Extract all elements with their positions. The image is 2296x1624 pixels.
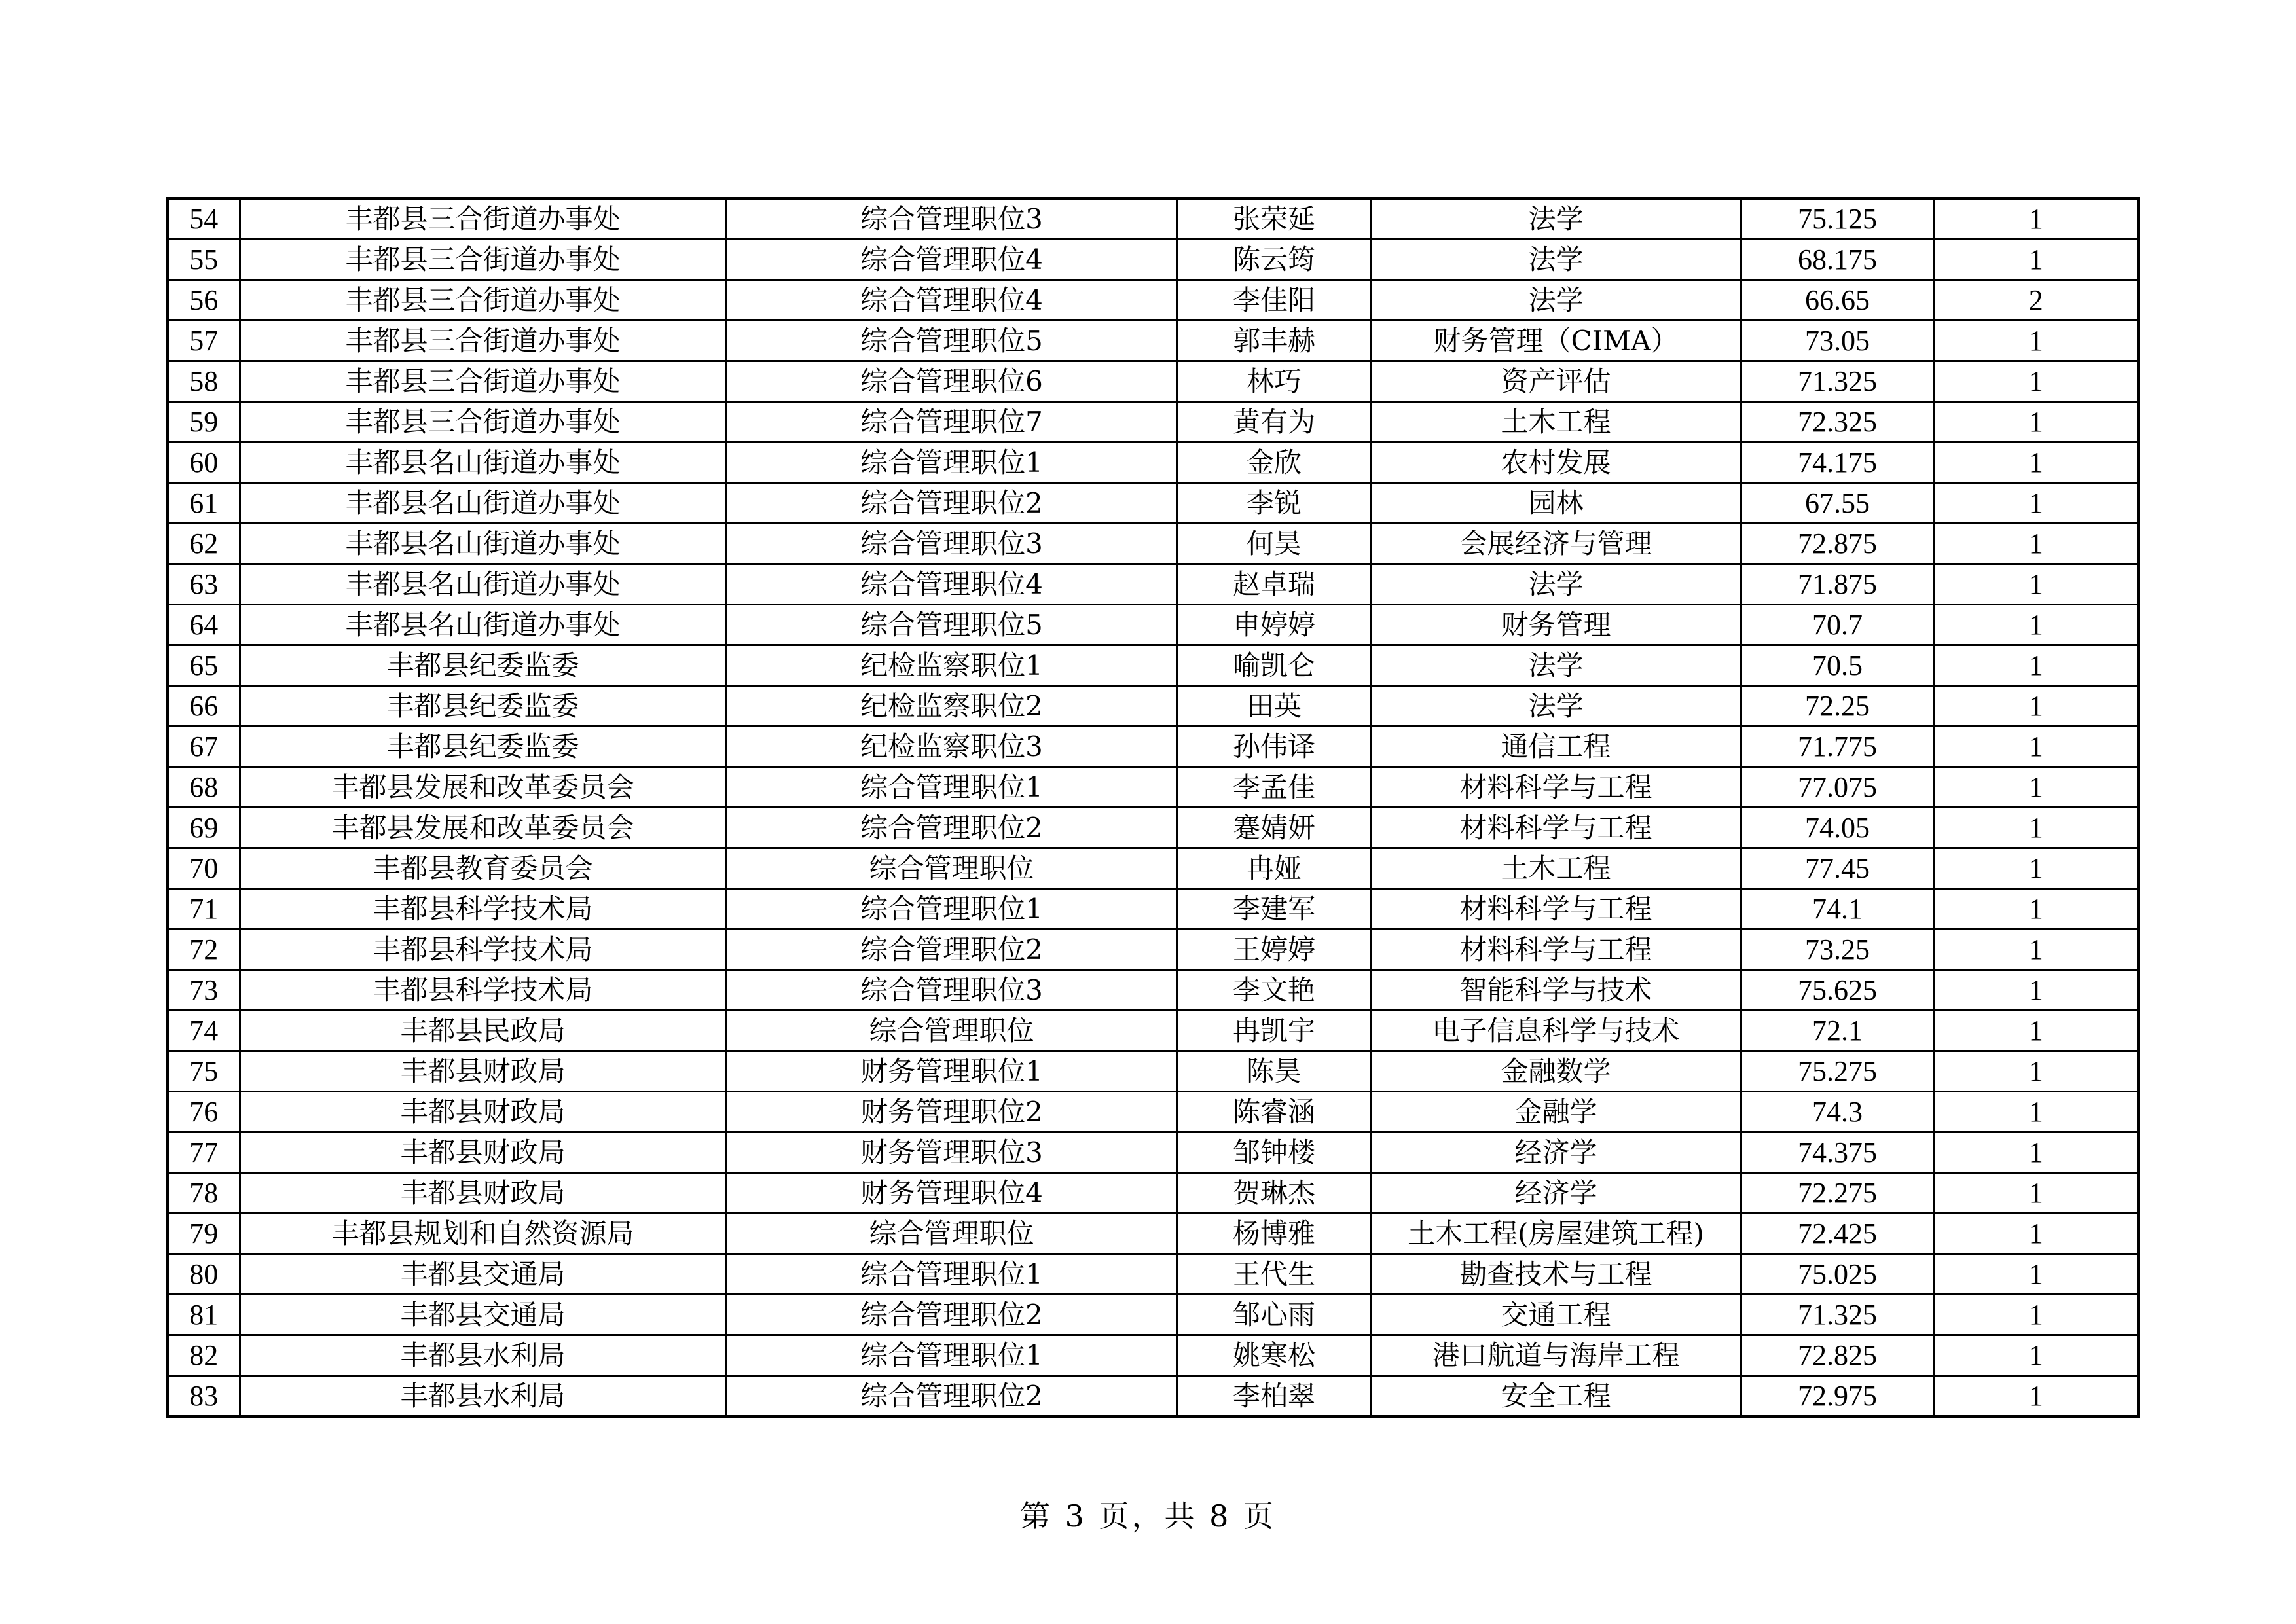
major-cell: 金融数学 <box>1371 1051 1741 1092</box>
row-number-cell: 75 <box>168 1051 240 1092</box>
candidate-name-cell: 孙伟译 <box>1177 727 1371 767</box>
table-row <box>168 889 2138 929</box>
score-cell: 75.275 <box>1741 1051 1934 1092</box>
score-cell: 71.875 <box>1741 564 1934 605</box>
candidate-name-cell: 金欣 <box>1177 442 1371 483</box>
candidate-name-cell: 王代生 <box>1177 1254 1371 1295</box>
unit-cell: 丰都县三合街道办事处 <box>240 280 726 321</box>
unit-cell: 丰都县名山街道办事处 <box>240 524 726 564</box>
table-row <box>168 1011 2138 1051</box>
score-cell: 72.1 <box>1741 1011 1934 1051</box>
rank-cell: 1 <box>1934 1051 2138 1092</box>
position-cell: 综合管理职位2 <box>726 929 1177 970</box>
table-row <box>168 483 2138 524</box>
candidate-name-cell: 喻凯仑 <box>1177 645 1371 686</box>
rank-cell: 1 <box>1934 361 2138 402</box>
major-cell: 法学 <box>1371 280 1741 321</box>
score-cell: 74.05 <box>1741 808 1934 848</box>
score-cell: 72.275 <box>1741 1173 1934 1214</box>
candidate-name-cell: 郭丰赫 <box>1177 321 1371 361</box>
table-row <box>168 686 2138 727</box>
table-row <box>168 1173 2138 1214</box>
row-number-cell: 63 <box>168 564 240 605</box>
row-number-cell: 65 <box>168 645 240 686</box>
score-cell: 75.125 <box>1741 198 1934 240</box>
candidate-table <box>166 197 2140 1418</box>
row-number-cell: 81 <box>168 1295 240 1335</box>
position-cell: 综合管理职位4 <box>726 280 1177 321</box>
score-cell: 77.075 <box>1741 767 1934 808</box>
row-number-cell: 83 <box>168 1376 240 1417</box>
rank-cell: 1 <box>1934 686 2138 727</box>
row-number-cell: 80 <box>168 1254 240 1295</box>
candidate-name-cell: 杨博雅 <box>1177 1214 1371 1254</box>
unit-cell: 丰都县三合街道办事处 <box>240 402 726 442</box>
unit-cell: 丰都县财政局 <box>240 1132 726 1173</box>
unit-cell: 丰都县名山街道办事处 <box>240 605 726 645</box>
rank-cell: 1 <box>1934 605 2138 645</box>
table-row <box>168 1092 2138 1132</box>
page-footer: 第 3 页，共 8 页 <box>1019 1498 1277 1534</box>
score-cell: 66.65 <box>1741 280 1934 321</box>
candidate-name-cell: 李文艳 <box>1177 970 1371 1011</box>
unit-cell: 丰都县名山街道办事处 <box>240 483 726 524</box>
score-cell: 72.825 <box>1741 1335 1934 1376</box>
unit-cell: 丰都县科学技术局 <box>240 970 726 1011</box>
position-cell: 综合管理职位4 <box>726 564 1177 605</box>
score-cell: 71.325 <box>1741 361 1934 402</box>
score-cell: 70.5 <box>1741 645 1934 686</box>
position-cell: 综合管理职位3 <box>726 198 1177 240</box>
major-cell: 港口航道与海岸工程 <box>1371 1335 1741 1376</box>
table-row <box>168 1214 2138 1254</box>
rank-cell: 1 <box>1934 1254 2138 1295</box>
candidate-name-cell: 邹钟楼 <box>1177 1132 1371 1173</box>
major-cell: 电子信息科学与技术 <box>1371 1011 1741 1051</box>
row-number-cell: 66 <box>168 686 240 727</box>
unit-cell: 丰都县水利局 <box>240 1376 726 1417</box>
candidate-name-cell: 黄有为 <box>1177 402 1371 442</box>
candidate-name-cell: 张荣延 <box>1177 198 1371 240</box>
row-number-cell: 56 <box>168 280 240 321</box>
row-number-cell: 72 <box>168 929 240 970</box>
score-cell: 74.375 <box>1741 1132 1934 1173</box>
candidate-name-cell: 陈昊 <box>1177 1051 1371 1092</box>
unit-cell: 丰都县民政局 <box>240 1011 726 1051</box>
unit-cell: 丰都县交通局 <box>240 1254 726 1295</box>
major-cell: 园林 <box>1371 483 1741 524</box>
table-row <box>168 1132 2138 1173</box>
table-row <box>168 1051 2138 1092</box>
table-row <box>168 524 2138 564</box>
unit-cell: 丰都县纪委监委 <box>240 727 726 767</box>
row-number-cell: 76 <box>168 1092 240 1132</box>
rank-cell: 1 <box>1934 929 2138 970</box>
row-number-cell: 54 <box>168 198 240 240</box>
rank-cell: 1 <box>1934 1092 2138 1132</box>
candidate-name-cell: 林巧 <box>1177 361 1371 402</box>
major-cell: 财务管理 <box>1371 605 1741 645</box>
major-cell: 土木工程 <box>1371 402 1741 442</box>
candidate-name-cell: 邹心雨 <box>1177 1295 1371 1335</box>
row-number-cell: 67 <box>168 727 240 767</box>
table-row <box>168 280 2138 321</box>
rank-cell: 2 <box>1934 280 2138 321</box>
rank-cell: 1 <box>1934 1335 2138 1376</box>
row-number-cell: 77 <box>168 1132 240 1173</box>
unit-cell: 丰都县名山街道办事处 <box>240 442 726 483</box>
candidate-name-cell: 冉娅 <box>1177 848 1371 889</box>
score-cell: 77.45 <box>1741 848 1934 889</box>
candidate-name-cell: 蹇婧妍 <box>1177 808 1371 848</box>
row-number-cell: 79 <box>168 1214 240 1254</box>
table-row <box>168 321 2138 361</box>
score-cell: 74.1 <box>1741 889 1934 929</box>
rank-cell: 1 <box>1934 321 2138 361</box>
candidate-name-cell: 姚寒松 <box>1177 1335 1371 1376</box>
unit-cell: 丰都县名山街道办事处 <box>240 564 726 605</box>
row-number-cell: 61 <box>168 483 240 524</box>
row-number-cell: 58 <box>168 361 240 402</box>
major-cell: 法学 <box>1371 198 1741 240</box>
position-cell: 综合管理职位 <box>726 848 1177 889</box>
position-cell: 综合管理职位1 <box>726 1254 1177 1295</box>
major-cell: 法学 <box>1371 686 1741 727</box>
candidate-name-cell: 赵卓瑞 <box>1177 564 1371 605</box>
rank-cell: 1 <box>1934 402 2138 442</box>
table-row <box>168 970 2138 1011</box>
position-cell: 综合管理职位7 <box>726 402 1177 442</box>
score-cell: 73.25 <box>1741 929 1934 970</box>
major-cell: 法学 <box>1371 240 1741 280</box>
score-cell: 68.175 <box>1741 240 1934 280</box>
table-row <box>168 1254 2138 1295</box>
row-number-cell: 70 <box>168 848 240 889</box>
score-cell: 71.775 <box>1741 727 1934 767</box>
table-row <box>168 605 2138 645</box>
position-cell: 综合管理职位1 <box>726 767 1177 808</box>
major-cell: 智能科学与技术 <box>1371 970 1741 1011</box>
position-cell: 财务管理职位3 <box>726 1132 1177 1173</box>
row-number-cell: 62 <box>168 524 240 564</box>
unit-cell: 丰都县科学技术局 <box>240 889 726 929</box>
major-cell: 资产评估 <box>1371 361 1741 402</box>
rank-cell: 1 <box>1934 564 2138 605</box>
position-cell: 综合管理职位2 <box>726 483 1177 524</box>
candidate-name-cell: 李柏翠 <box>1177 1376 1371 1417</box>
row-number-cell: 71 <box>168 889 240 929</box>
rank-cell: 1 <box>1934 889 2138 929</box>
major-cell: 财务管理（CIMA） <box>1371 321 1741 361</box>
row-number-cell: 73 <box>168 970 240 1011</box>
major-cell: 材料科学与工程 <box>1371 808 1741 848</box>
position-cell: 纪检监察职位2 <box>726 686 1177 727</box>
score-cell: 73.05 <box>1741 321 1934 361</box>
candidate-name-cell: 李锐 <box>1177 483 1371 524</box>
position-cell: 财务管理职位4 <box>726 1173 1177 1214</box>
row-number-cell: 57 <box>168 321 240 361</box>
table-row <box>168 848 2138 889</box>
score-cell: 74.175 <box>1741 442 1934 483</box>
unit-cell: 丰都县纪委监委 <box>240 645 726 686</box>
score-cell: 74.3 <box>1741 1092 1934 1132</box>
table-row <box>168 929 2138 970</box>
position-cell: 综合管理职位3 <box>726 970 1177 1011</box>
position-cell: 综合管理职位6 <box>726 361 1177 402</box>
candidate-name-cell: 李佳阳 <box>1177 280 1371 321</box>
unit-cell: 丰都县交通局 <box>240 1295 726 1335</box>
rank-cell: 1 <box>1934 808 2138 848</box>
score-cell: 72.875 <box>1741 524 1934 564</box>
table-row <box>168 402 2138 442</box>
unit-cell: 丰都县发展和改革委员会 <box>240 767 726 808</box>
major-cell: 农村发展 <box>1371 442 1741 483</box>
table-row <box>168 1335 2138 1376</box>
unit-cell: 丰都县水利局 <box>240 1335 726 1376</box>
unit-cell: 丰都县规划和自然资源局 <box>240 1214 726 1254</box>
score-cell: 75.625 <box>1741 970 1934 1011</box>
row-number-cell: 78 <box>168 1173 240 1214</box>
position-cell: 财务管理职位1 <box>726 1051 1177 1092</box>
score-cell: 75.025 <box>1741 1254 1934 1295</box>
candidate-name-cell: 李孟佳 <box>1177 767 1371 808</box>
candidate-name-cell: 田英 <box>1177 686 1371 727</box>
position-cell: 综合管理职位4 <box>726 240 1177 280</box>
row-number-cell: 69 <box>168 808 240 848</box>
row-number-cell: 60 <box>168 442 240 483</box>
position-cell: 综合管理职位 <box>726 1011 1177 1051</box>
unit-cell: 丰都县教育委员会 <box>240 848 726 889</box>
major-cell: 法学 <box>1371 564 1741 605</box>
candidate-name-cell: 陈睿涵 <box>1177 1092 1371 1132</box>
candidate-name-cell: 贺琳杰 <box>1177 1173 1371 1214</box>
position-cell: 综合管理职位1 <box>726 1335 1177 1376</box>
rank-cell: 1 <box>1934 524 2138 564</box>
table-row <box>168 767 2138 808</box>
unit-cell: 丰都县发展和改革委员会 <box>240 808 726 848</box>
row-number-cell: 55 <box>168 240 240 280</box>
unit-cell: 丰都县科学技术局 <box>240 929 726 970</box>
position-cell: 综合管理职位3 <box>726 524 1177 564</box>
row-number-cell: 59 <box>168 402 240 442</box>
major-cell: 经济学 <box>1371 1173 1741 1214</box>
major-cell: 经济学 <box>1371 1132 1741 1173</box>
score-cell: 71.325 <box>1741 1295 1934 1335</box>
row-number-cell: 68 <box>168 767 240 808</box>
position-cell: 综合管理职位2 <box>726 808 1177 848</box>
position-cell: 纪检监察职位1 <box>726 645 1177 686</box>
score-cell: 70.7 <box>1741 605 1934 645</box>
table-row <box>168 442 2138 483</box>
rank-cell: 1 <box>1934 483 2138 524</box>
unit-cell: 丰都县三合街道办事处 <box>240 361 726 402</box>
candidate-name-cell: 何昊 <box>1177 524 1371 564</box>
table-row <box>168 1376 2138 1417</box>
unit-cell: 丰都县三合街道办事处 <box>240 321 726 361</box>
candidate-name-cell: 申婷婷 <box>1177 605 1371 645</box>
major-cell: 安全工程 <box>1371 1376 1741 1417</box>
major-cell: 土木工程 <box>1371 848 1741 889</box>
unit-cell: 丰都县纪委监委 <box>240 686 726 727</box>
position-cell: 综合管理职位2 <box>726 1295 1177 1335</box>
unit-cell: 丰都县三合街道办事处 <box>240 198 726 240</box>
rank-cell: 1 <box>1934 645 2138 686</box>
rank-cell: 1 <box>1934 1295 2138 1335</box>
table-row <box>168 727 2138 767</box>
major-cell: 金融学 <box>1371 1092 1741 1132</box>
rank-cell: 1 <box>1934 970 2138 1011</box>
candidate-name-cell: 王婷婷 <box>1177 929 1371 970</box>
major-cell: 法学 <box>1371 645 1741 686</box>
row-number-cell: 82 <box>168 1335 240 1376</box>
row-number-cell: 64 <box>168 605 240 645</box>
rank-cell: 1 <box>1934 442 2138 483</box>
score-cell: 67.55 <box>1741 483 1934 524</box>
table-row <box>168 1295 2138 1335</box>
score-cell: 72.425 <box>1741 1214 1934 1254</box>
candidate-table-body <box>168 198 2138 1416</box>
position-cell: 综合管理职位 <box>726 1214 1177 1254</box>
position-cell: 综合管理职位2 <box>726 1376 1177 1417</box>
rank-cell: 1 <box>1934 767 2138 808</box>
rank-cell: 1 <box>1934 848 2138 889</box>
major-cell: 材料科学与工程 <box>1371 929 1741 970</box>
rank-cell: 1 <box>1934 240 2138 280</box>
major-cell: 通信工程 <box>1371 727 1741 767</box>
position-cell: 综合管理职位5 <box>726 605 1177 645</box>
major-cell: 材料科学与工程 <box>1371 889 1741 929</box>
position-cell: 综合管理职位5 <box>726 321 1177 361</box>
major-cell: 土木工程(房屋建筑工程) <box>1371 1214 1741 1254</box>
position-cell: 综合管理职位1 <box>726 889 1177 929</box>
score-cell: 72.325 <box>1741 402 1934 442</box>
unit-cell: 丰都县财政局 <box>240 1092 726 1132</box>
position-cell: 财务管理职位2 <box>726 1092 1177 1132</box>
unit-cell: 丰都县财政局 <box>240 1173 726 1214</box>
candidate-name-cell: 陈云筠 <box>1177 240 1371 280</box>
major-cell: 会展经济与管理 <box>1371 524 1741 564</box>
rank-cell: 1 <box>1934 1011 2138 1051</box>
rank-cell: 1 <box>1934 727 2138 767</box>
table-row <box>168 198 2138 240</box>
unit-cell: 丰都县三合街道办事处 <box>240 240 726 280</box>
rank-cell: 1 <box>1934 198 2138 240</box>
row-number-cell: 74 <box>168 1011 240 1051</box>
position-cell: 综合管理职位1 <box>726 442 1177 483</box>
major-cell: 勘查技术与工程 <box>1371 1254 1741 1295</box>
rank-cell: 1 <box>1934 1132 2138 1173</box>
score-cell: 72.975 <box>1741 1376 1934 1417</box>
position-cell: 纪检监察职位3 <box>726 727 1177 767</box>
rank-cell: 1 <box>1934 1376 2138 1417</box>
table-row <box>168 645 2138 686</box>
rank-cell: 1 <box>1934 1214 2138 1254</box>
major-cell: 材料科学与工程 <box>1371 767 1741 808</box>
table-row <box>168 564 2138 605</box>
table-row <box>168 361 2138 402</box>
major-cell: 交通工程 <box>1371 1295 1741 1335</box>
rank-cell: 1 <box>1934 1173 2138 1214</box>
table-row <box>168 808 2138 848</box>
candidate-name-cell: 李建军 <box>1177 889 1371 929</box>
unit-cell: 丰都县财政局 <box>240 1051 726 1092</box>
score-cell: 72.25 <box>1741 686 1934 727</box>
candidate-name-cell: 冉凯宇 <box>1177 1011 1371 1051</box>
table-row <box>168 240 2138 280</box>
